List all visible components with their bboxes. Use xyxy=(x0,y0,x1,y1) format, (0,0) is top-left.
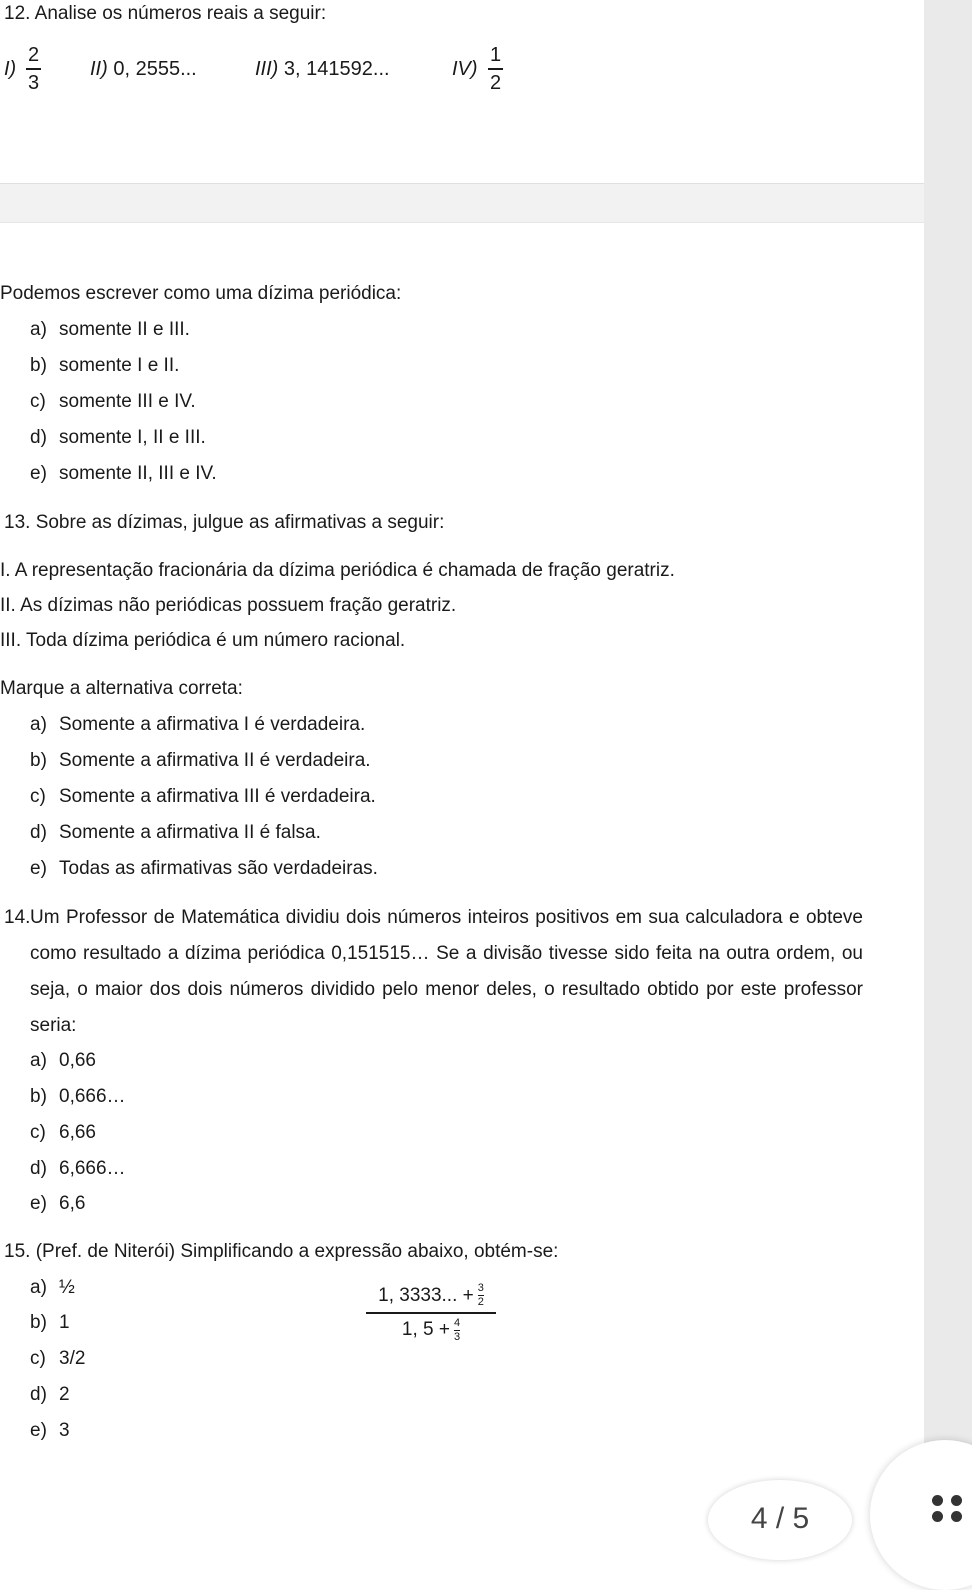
q12-prompt: 12. Analise os números reais a seguir: xyxy=(4,3,327,24)
q14-option-c[interactable]: c) 6,66 xyxy=(30,1122,96,1143)
q12-item-1-numerator: 2 xyxy=(28,44,40,66)
q13-statement-2: II. As dízimas não periódicas possuem fração geratriz. xyxy=(0,595,457,616)
q13-statement-3: III. Toda dízima periódica é um número racional. xyxy=(0,630,406,651)
q13-option-b[interactable]: b) Somente a afirmativa II é verdadeira. xyxy=(30,750,371,771)
q13-question: Marque a alternativa correta: xyxy=(0,678,243,699)
q14-option-b[interactable]: b) 0,666… xyxy=(30,1086,126,1107)
q15-prompt: 15. (Pref. de Niterói) Simplificando a expressão abaixo, obtém-se: xyxy=(4,1241,559,1262)
q15-option-c[interactable]: c) 3/2 xyxy=(30,1348,86,1369)
q14-option-e[interactable]: e) 6,6 xyxy=(30,1193,86,1214)
q15-expression-denominator: 1, 5 + 4 3 xyxy=(401,1316,461,1343)
side-gutter xyxy=(924,0,972,1525)
q14-text: Um Professor de Matemática dividiu dois números inteiros positivos em sua calculadora e obteve como resultado a dízima periódica 0,151515… Se a divisão tivesse sido feita na outra ordem, ou seja, o maior dos dois números dividido pelo menor deles, o resultado obtido por este professor seria: xyxy=(30,907,863,1036)
q12-item-3: III) 3, 141592... xyxy=(255,58,390,80)
more-options-icon[interactable] xyxy=(932,1495,966,1525)
q13-option-c[interactable]: c) Somente a afirmativa III é verdadeira. xyxy=(30,786,376,807)
page-indicator: 4 / 5 xyxy=(708,1480,852,1560)
q13-option-a[interactable]: a) Somente a afirmativa I é verdadeira. xyxy=(30,714,366,735)
q15-option-e[interactable]: e) 3 xyxy=(30,1420,70,1441)
q12-item-4-numerator: 1 xyxy=(490,44,502,66)
q12-question: Podemos escrever como uma dízima periódica: xyxy=(0,283,402,304)
q12-item-1-denominator: 3 xyxy=(28,71,40,94)
q14-option-a[interactable]: a) 0,66 xyxy=(30,1050,96,1071)
q12-item-2: II) 0, 2555... xyxy=(90,58,197,80)
q14-option-d[interactable]: d) 6,666… xyxy=(30,1158,126,1179)
q12-item-1-fraction xyxy=(26,44,41,94)
q12-option-b[interactable]: b) somente I e II. xyxy=(30,355,180,376)
q15-option-d[interactable]: d) 2 xyxy=(30,1384,70,1405)
q12-option-e[interactable]: e) somente II, III e IV. xyxy=(30,463,217,484)
q13-prompt: 13. Sobre as dízimas, julgue as afirmativas a seguir: xyxy=(4,512,445,533)
q12-item-1-label: I) xyxy=(4,58,17,80)
q12-option-c[interactable]: c) somente III e IV. xyxy=(30,391,196,412)
q13-option-d[interactable]: d) Somente a afirmativa II é falsa. xyxy=(30,822,321,843)
q13-option-e[interactable]: e) Todas as afirmativas são verdadeiras. xyxy=(30,858,378,879)
q12-item-4-fraction xyxy=(488,44,503,94)
q15-expression xyxy=(366,1283,496,1343)
q15-expression-numerator: 1, 3333... + 3 2 xyxy=(378,1282,484,1308)
q13-statement-1: I. A representação fracionária da dízima periódica é chamada de fração geratriz. xyxy=(0,560,675,581)
q15-option-a[interactable]: a) ½ xyxy=(30,1277,75,1298)
q12-option-d[interactable]: d) somente I, II e III. xyxy=(30,427,206,448)
q14-number: 14. xyxy=(4,907,31,928)
page-break-band xyxy=(0,183,924,223)
q12-item-4-label: IV) xyxy=(452,58,478,80)
q12-item-4-denominator: 2 xyxy=(490,71,502,94)
q15-option-b[interactable]: b) 1 xyxy=(30,1312,70,1333)
q12-option-a[interactable]: a) somente II e III. xyxy=(30,319,190,340)
